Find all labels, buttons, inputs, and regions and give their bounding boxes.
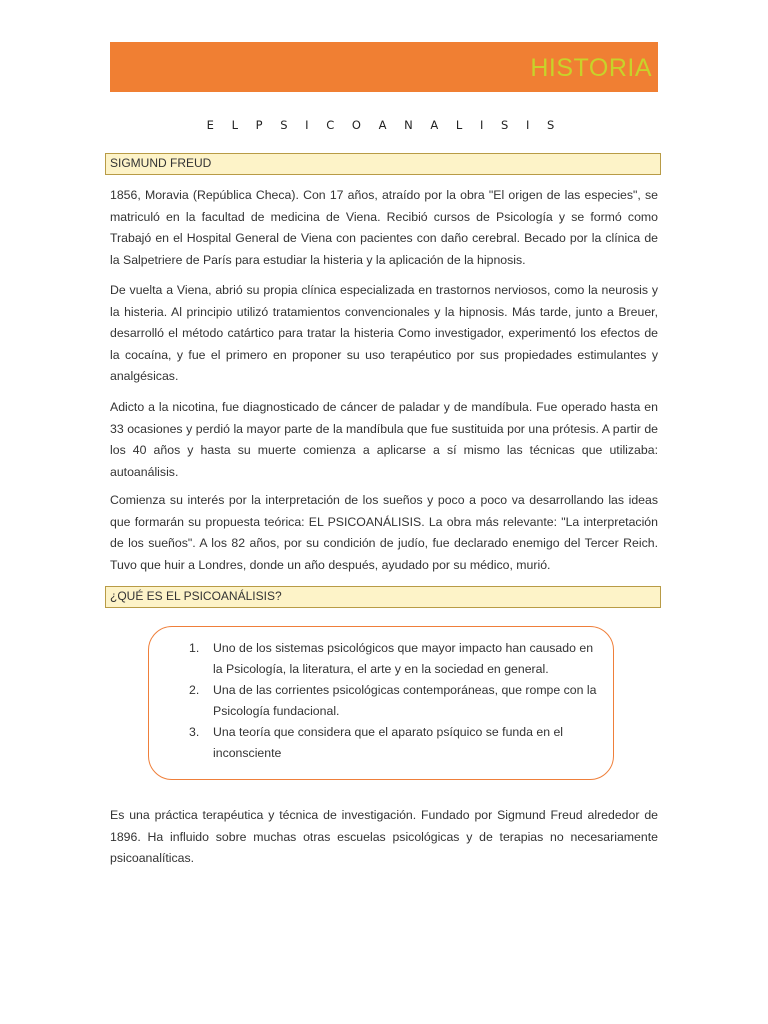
subject-tag: HISTORIA: [530, 54, 652, 82]
list-number: 1.: [189, 641, 200, 655]
list-text: Uno de los sistemas psicológicos que mayor impacto han causado en la Psicología, la literatura, el arte y en la sociedad en general.: [213, 641, 594, 676]
paragraph-biography-1: 1856, Moravia (República Checa). Con 17 años, atraído por la obra "El origen de las especies", se matriculó en la facultad de medicina de Viena. Recibió cursos de Psicología y se formó como Trabajó en el Hospital General de Viena con pacientes con daño cerebral. Becado por la clínica de la Salpetriere de París para estudiar la histeria y la aplicación de la hipnosis.: [110, 188, 658, 267]
document-title: E L P S I C O A N A L I S I S: [206, 118, 562, 132]
list-number: 3.: [189, 725, 200, 739]
definition-list: [183, 638, 598, 764]
section-heading-sigmund-freud: SIGMUND FREUD: [105, 153, 661, 175]
paragraph-biography-3: Adicto a la nicotina, fue diagnosticado de cáncer de paladar y de mandíbula. Fue operado hasta en 33 ocasiones y perdió la mayor parte de la mandíbula que fue sustituida por una prótesis. A partir de los 40 años y hasta su muerte comienza a aplicarse a sí mismo las técnicas que utilizaba: autoanálisis.: [110, 400, 658, 479]
list-item: [183, 638, 598, 680]
section-heading-que-es: ¿QUÉ ES EL PSICOANÁLISIS?: [105, 586, 661, 608]
paragraph-biography-4: Comienza su interés por la interpretación de los sueños y poco a poco va desarrollando las ideas que formarán su propuesta teórica: EL PSICOANÁLISIS. La obra más relevante: "La interpretación de los sueños". A los 82 años, por su condición de judío, fue declarado enemigo del Tercer Reich. Tuvo que huir a Londres, donde un año después, ayudado por su médico, murió.: [110, 493, 658, 572]
list-number: 2.: [189, 683, 200, 697]
list-item: [183, 680, 598, 722]
header-band: [110, 42, 658, 92]
list-text: Una teoría que considera que el aparato psíquico se funda en el inconsciente: [213, 725, 564, 760]
paragraph-biography-2: De vuelta a Viena, abrió su propia clínica especializada en trastornos nerviosos, como la neurosis y la histeria. Al principio utilizó tratamientos convencionales y la hipnosis. Más tarde, junto a Breuer, desarrolló el método catártico para tratar la histeria Como investigador, experimentó los efectos de la cocaína, y fue el primero en proponer su uso terapéutico por sus propiedades estimulantes y analgésicas.: [110, 283, 658, 384]
list-item: [183, 722, 598, 764]
paragraph-definition: Es una práctica terapéutica y técnica de investigación. Fundado por Sigmund Freud alrededor de 1896. Ha influido sobre muchas otras escuelas psicológicas y de terapias no necesariamente psicoanalíticas.: [110, 808, 658, 866]
list-text: Una de las corrientes psicológicas contemporáneas, que rompe con la Psicología fundacional.: [213, 683, 597, 718]
